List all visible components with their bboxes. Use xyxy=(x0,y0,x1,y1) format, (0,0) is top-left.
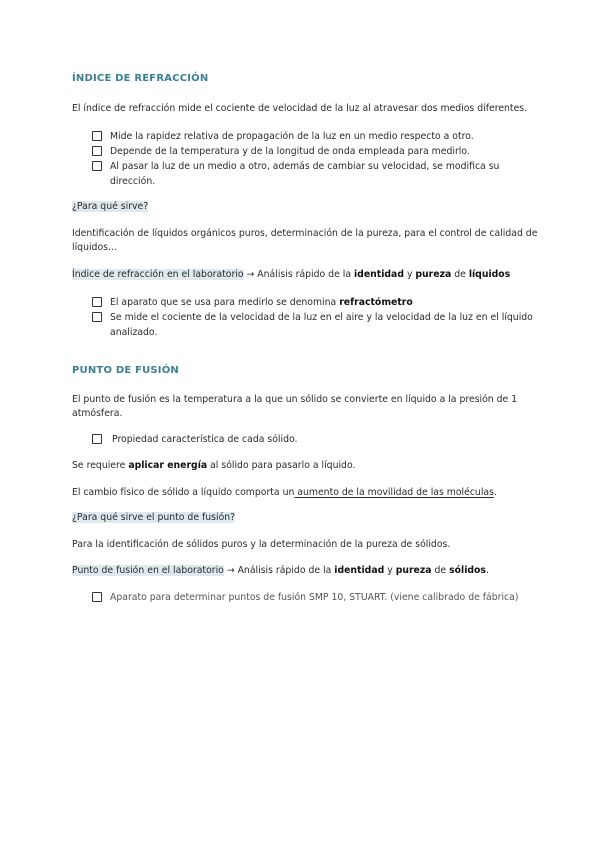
change-text: . xyxy=(493,487,497,498)
lab-text: y xyxy=(384,565,396,576)
refraccion-lab-line xyxy=(72,267,510,282)
refraccion-check-1: Mide la rapidez relativa de propagación de la luz en un medio respecto a otro. xyxy=(110,131,474,142)
fusion-energy xyxy=(72,458,355,473)
refraccion-check-2: Depende de la temperatura y de la longitud de onda empleada para medirlo. xyxy=(110,146,470,157)
checkbox-7[interactable] xyxy=(92,592,102,602)
fusion-intro-1: El punto de fusión es la temperatura a la que un sólido se convierte en líquido a la presión de 1 xyxy=(72,394,518,405)
bold-refractometro: refractómetro xyxy=(339,297,413,308)
refraccion-lab-item-2: Se mide el cociente de la velocidad de la luz en el aire y la velocidad de la luz en el líquido xyxy=(110,312,533,323)
lab-item-text: El aparato que se usa para medirlo se denomina xyxy=(110,297,340,308)
bold-solidos: sólidos xyxy=(449,565,486,576)
bold-pureza: pureza xyxy=(415,269,452,280)
refraccion-intro: El índice de refracción mide el cociente de velocidad de la luz al atravesar dos medios diferentes. xyxy=(72,103,528,114)
refraccion-answer-2: líquidos… xyxy=(72,242,118,253)
change-text: El cambio físico de sólido a líquido comporta un xyxy=(72,487,295,498)
checkbox-4[interactable] xyxy=(92,297,102,307)
energy-text: Se requiere xyxy=(72,460,129,471)
checkbox-1[interactable] xyxy=(92,131,102,141)
lab-text: → Análisis rápido de la xyxy=(243,269,354,280)
underlined-movilidad: aumento de la movilidad de las moléculas xyxy=(294,487,494,498)
refraccion-check-3: Al pasar la luz de un medio a otro, además de cambiar su velocidad, se modifica su xyxy=(110,161,500,172)
checkbox-6[interactable] xyxy=(92,434,102,444)
checkbox-2[interactable] xyxy=(92,146,102,156)
refraccion-answer-1: Identificación de líquidos orgánicos puros, determinación de la pureza, para el control de calidad de xyxy=(72,228,538,239)
question-highlight: ¿Para qué sirve el punto de fusión? xyxy=(72,512,236,523)
bold-identidad: identidad xyxy=(334,565,385,576)
bold-pureza: pureza xyxy=(395,565,432,576)
lab-text: de xyxy=(451,269,469,280)
refraccion-lab-item-2-cont: analizado. xyxy=(110,327,158,338)
fusion-apparatus: Aparato para determinar puntos de fusión SMP 10, STUART. (viene calibrado de fábrica) xyxy=(110,592,519,603)
lab-label-highlight: Punto de fusión en el laboratorio xyxy=(72,565,224,576)
lab-text: de xyxy=(431,565,450,576)
fusion-intro-2: atmósfera. xyxy=(72,408,123,419)
lab-label-highlight: Índice de refracción en el laboratorio xyxy=(72,269,244,280)
energy-text: al sólido para pasarlo a líquido. xyxy=(207,460,356,471)
bold-aplicar-energia: aplicar energía xyxy=(128,460,208,471)
lab-text: . xyxy=(485,565,489,576)
lab-text: y xyxy=(403,269,416,280)
question-highlight: ¿Para qué sirve? xyxy=(72,201,149,212)
bold-liquidos: líquidos xyxy=(468,269,511,280)
fusion-change xyxy=(72,485,497,500)
section-title-fusion: PUNTO DE FUSIÓN xyxy=(72,365,179,376)
refraccion-check-3-cont: dirección. xyxy=(110,176,156,187)
fusion-answer: Para la identificación de sólidos puros y la determinación de la pureza de sólidos. xyxy=(72,539,451,550)
refraccion-lab-item-1 xyxy=(110,295,413,310)
bold-identidad: identidad xyxy=(354,269,404,280)
fusion-question xyxy=(72,510,235,525)
checkbox-5[interactable] xyxy=(92,312,102,322)
section-title-refraccion: ÍNDICE DE REFRACCIÓN xyxy=(72,73,209,84)
fusion-lab-line xyxy=(72,563,489,578)
refraccion-question xyxy=(72,199,148,214)
fusion-check-1: Propiedad característica de cada sólido. xyxy=(112,434,298,445)
lab-text: → Análisis rápido de la xyxy=(223,565,335,576)
checkbox-3[interactable] xyxy=(92,161,102,171)
